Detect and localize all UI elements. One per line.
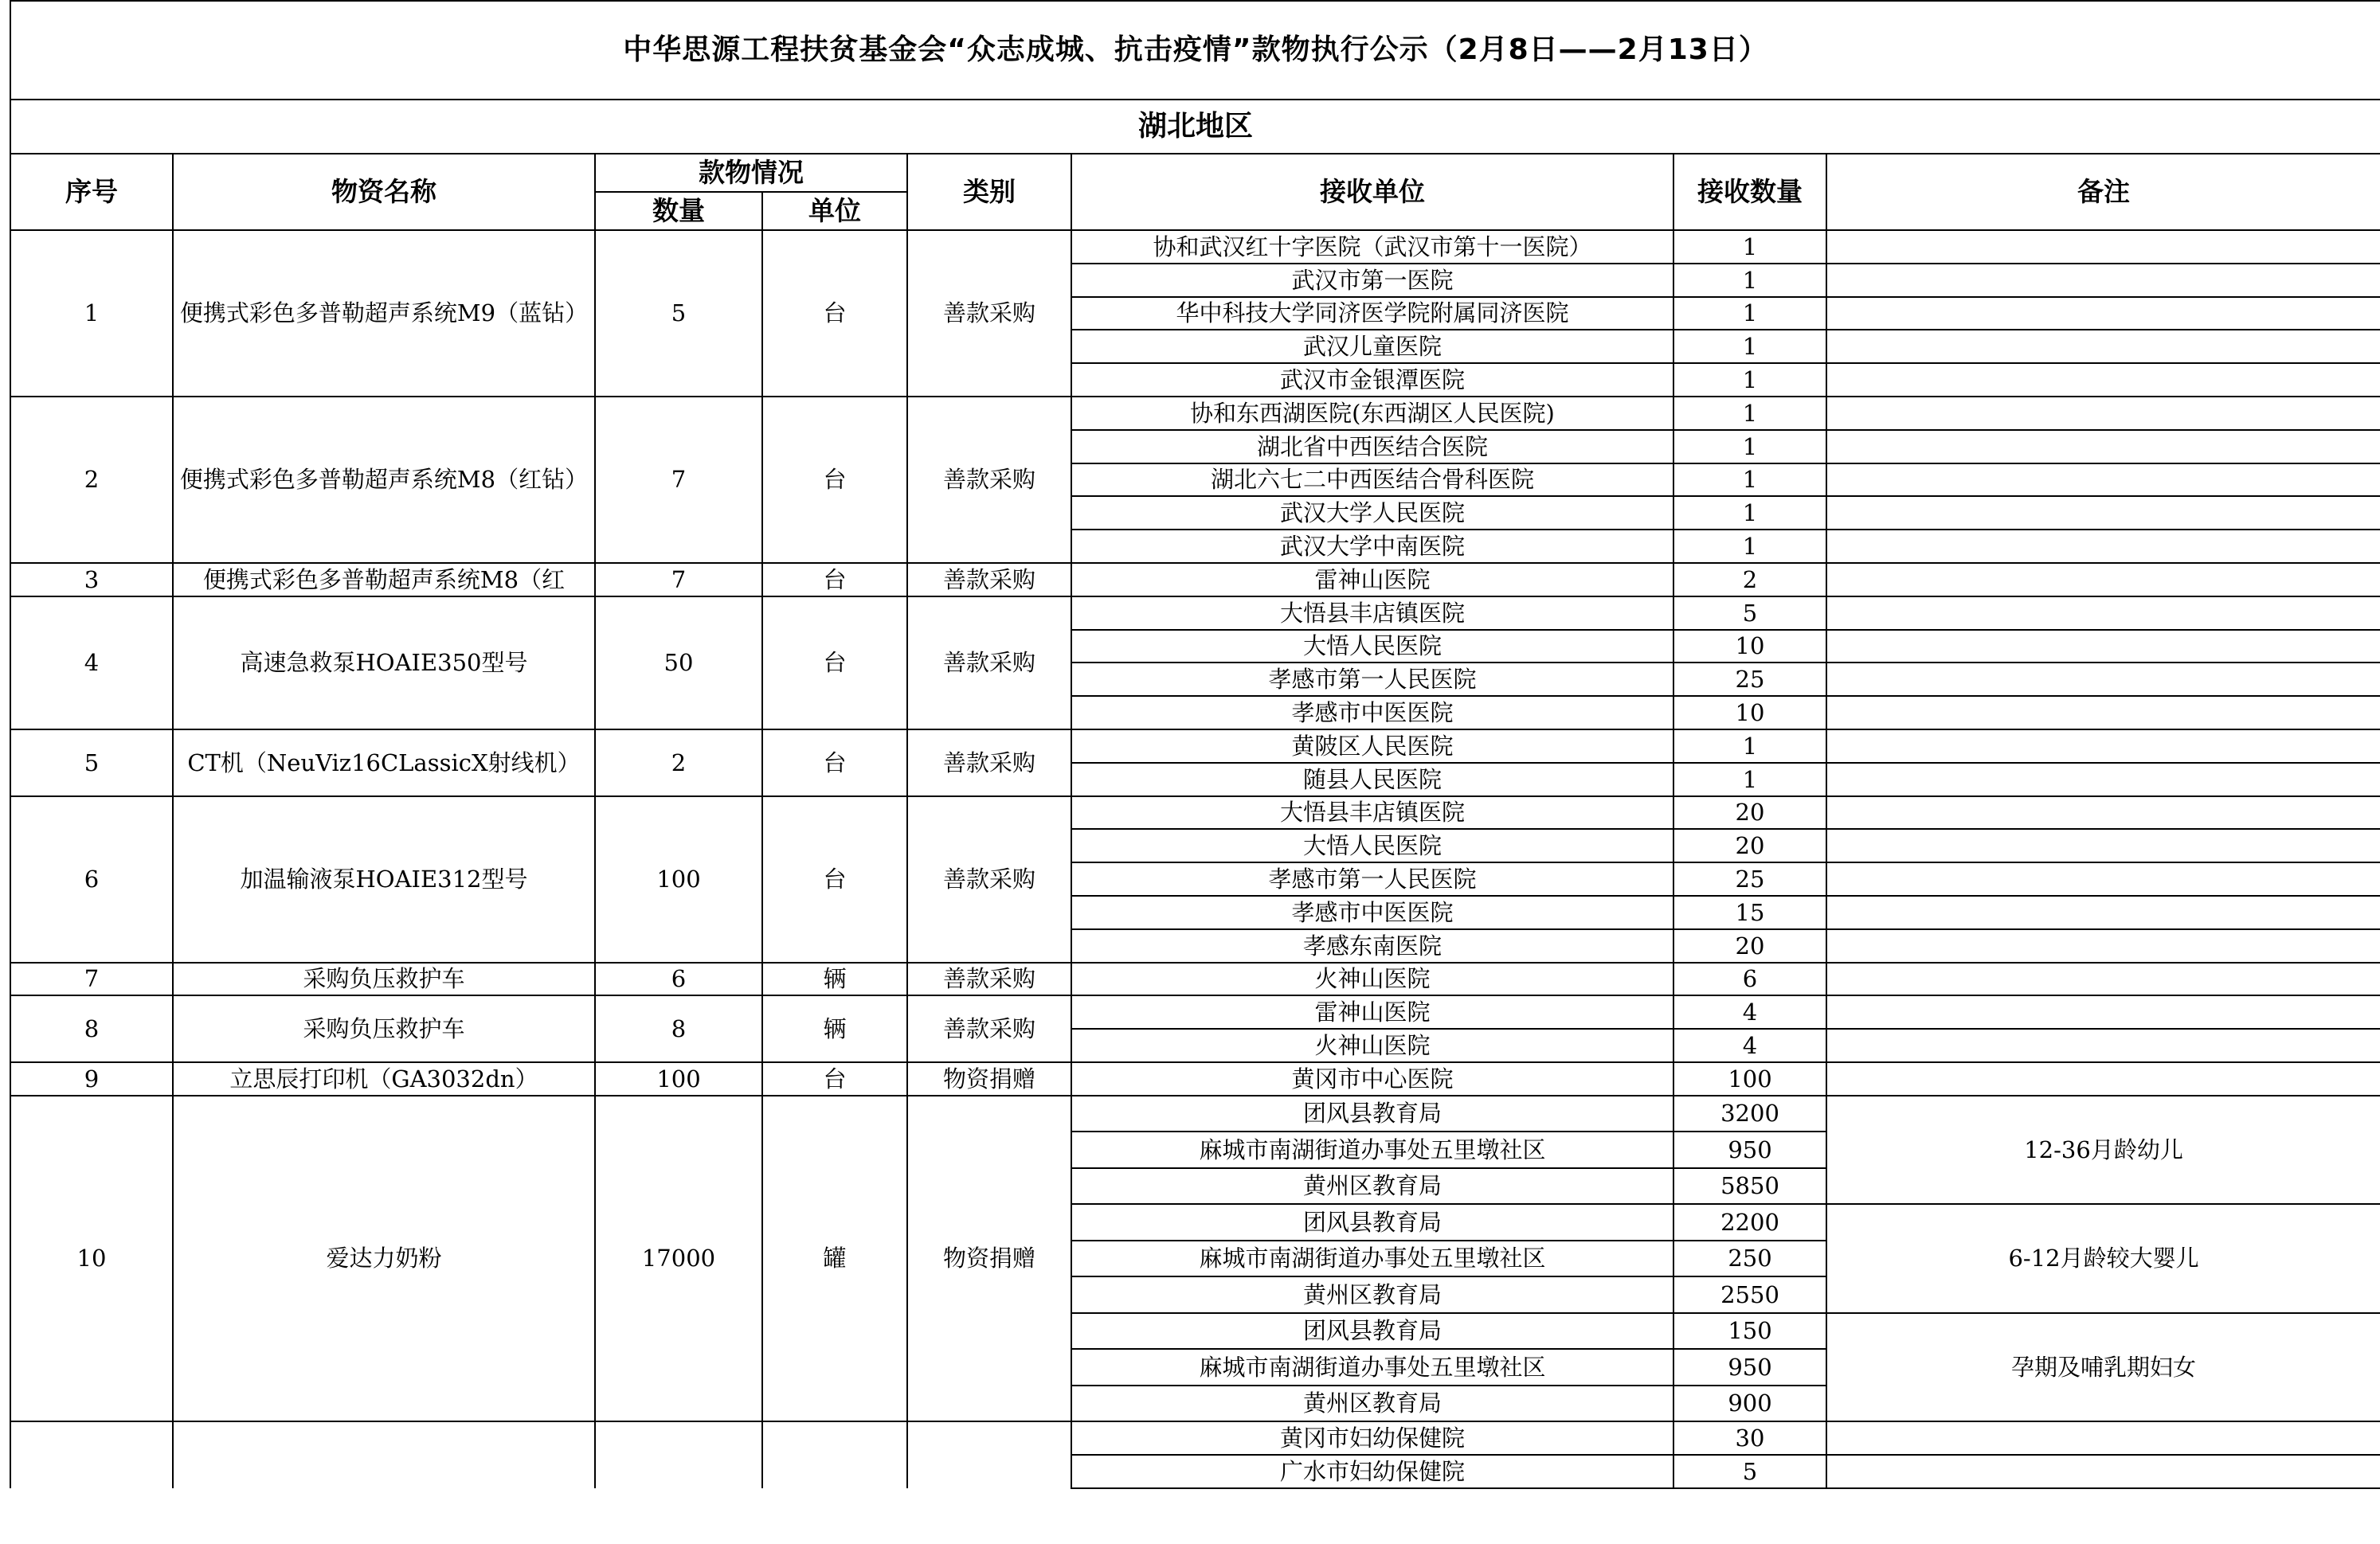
item-note bbox=[1826, 264, 2380, 297]
item-note bbox=[1826, 397, 2380, 430]
item-qty: 6 bbox=[595, 963, 762, 996]
item-qty: 7 bbox=[595, 397, 762, 563]
table-row bbox=[10, 796, 2380, 830]
item-note bbox=[1826, 330, 2380, 363]
item-note bbox=[1826, 796, 2380, 830]
receiver-qty: 1 bbox=[1673, 496, 1826, 530]
disbursement-table bbox=[10, 0, 2380, 1489]
table-row bbox=[10, 729, 2380, 763]
item-note bbox=[1826, 696, 2380, 729]
item-unit: 台 bbox=[762, 796, 907, 963]
item-name: 便携式彩色多普勒超声系统M8（红 bbox=[173, 563, 595, 596]
item-note bbox=[1826, 995, 2380, 1029]
header-qty: 数量 bbox=[595, 192, 762, 230]
item-unit: 台 bbox=[762, 729, 907, 796]
receiver-name: 黄州区教育局 bbox=[1071, 1168, 1673, 1205]
receiver-qty: 6 bbox=[1673, 963, 1826, 996]
receiver-name: 武汉大学中南医院 bbox=[1071, 530, 1673, 563]
item-seq: 7 bbox=[10, 963, 173, 996]
item-note bbox=[1826, 230, 2380, 264]
receiver-name: 协和东西湖医院(东西湖区人民医院) bbox=[1071, 397, 1673, 430]
item-note: 12-36月龄幼儿 bbox=[1826, 1096, 2380, 1205]
receiver-qty: 4 bbox=[1673, 1029, 1826, 1062]
sheet bbox=[10, 0, 2380, 1544]
receiver-name: 团风县教育局 bbox=[1071, 1204, 1673, 1241]
receiver-name: 广水市妇幼保健院 bbox=[1071, 1455, 1673, 1488]
item-note bbox=[1826, 1029, 2380, 1062]
item-note bbox=[1826, 963, 2380, 996]
item-note bbox=[1826, 463, 2380, 497]
receiver-qty: 950 bbox=[1673, 1349, 1826, 1386]
receiver-qty: 1 bbox=[1673, 363, 1826, 397]
receiver-name: 武汉市金银潭医院 bbox=[1071, 363, 1673, 397]
item-note bbox=[1826, 929, 2380, 963]
header-category: 类别 bbox=[907, 154, 1071, 230]
receiver-qty: 15 bbox=[1673, 896, 1826, 929]
receiver-qty: 950 bbox=[1673, 1132, 1826, 1168]
item-seq: 9 bbox=[10, 1062, 173, 1096]
table-row bbox=[10, 1062, 2380, 1096]
receiver-name: 孝感东南医院 bbox=[1071, 929, 1673, 963]
receiver-name: 湖北省中西医结合医院 bbox=[1071, 430, 1673, 463]
receiver-qty: 250 bbox=[1673, 1241, 1826, 1277]
receiver-qty: 2 bbox=[1673, 563, 1826, 596]
item-note bbox=[1826, 663, 2380, 696]
receiver-name: 协和武汉红十字医院（武汉市第十一医院） bbox=[1071, 230, 1673, 264]
item-note bbox=[1826, 1062, 2380, 1096]
item-unit: 台 bbox=[762, 1062, 907, 1096]
receiver-name: 大悟人民医院 bbox=[1071, 829, 1673, 862]
receiver-name: 大悟县丰店镇医院 bbox=[1071, 596, 1673, 630]
table-row bbox=[10, 230, 2380, 264]
item-category: 善款采购 bbox=[907, 796, 1071, 963]
item-category: 善款采购 bbox=[907, 397, 1071, 563]
receiver-name: 黄州区教育局 bbox=[1071, 1276, 1673, 1313]
item-category: 善款采购 bbox=[907, 729, 1071, 796]
item-note bbox=[1826, 430, 2380, 463]
receiver-name: 大悟人民医院 bbox=[1071, 630, 1673, 663]
item-category: 善款采购 bbox=[907, 563, 1071, 596]
item-note bbox=[1826, 630, 2380, 663]
item-qty: 5 bbox=[595, 230, 762, 397]
receiver-name: 雷神山医院 bbox=[1071, 563, 1673, 596]
item-qty: 7 bbox=[595, 563, 762, 596]
item-qty: 17000 bbox=[595, 1096, 762, 1422]
receiver-qty: 10 bbox=[1673, 696, 1826, 729]
receiver-qty: 900 bbox=[1673, 1386, 1826, 1422]
item-unit: 罐 bbox=[762, 1096, 907, 1422]
item-seq: 5 bbox=[10, 729, 173, 796]
receiver-qty: 1 bbox=[1673, 430, 1826, 463]
receiver-name: 黄州区教育局 bbox=[1071, 1386, 1673, 1422]
item-seq: 2 bbox=[10, 397, 173, 563]
item-note bbox=[1826, 363, 2380, 397]
item-seq: 1 bbox=[10, 230, 173, 397]
receiver-qty: 2200 bbox=[1673, 1204, 1826, 1241]
item-name: CT机（NeuViz16CLassicX射线机） bbox=[173, 729, 595, 796]
item-unit: 辆 bbox=[762, 995, 907, 1062]
item-name: 便携式彩色多普勒超声系统M8（红钻） bbox=[173, 397, 595, 563]
item-note bbox=[1826, 896, 2380, 929]
item-seq bbox=[10, 1421, 173, 1488]
table-row bbox=[10, 963, 2380, 996]
receiver-qty: 4 bbox=[1673, 995, 1826, 1029]
header-received-qty: 接收数量 bbox=[1673, 154, 1826, 230]
item-unit: 台 bbox=[762, 596, 907, 729]
item-name: 采购负压救护车 bbox=[173, 963, 595, 996]
header-note: 备注 bbox=[1826, 154, 2380, 230]
receiver-name: 麻城市南湖街道办事处五里墩社区 bbox=[1071, 1349, 1673, 1386]
table-row bbox=[10, 1421, 2380, 1455]
receiver-name: 孝感市第一人民医院 bbox=[1071, 663, 1673, 696]
item-seq: 3 bbox=[10, 563, 173, 596]
item-name: 立思辰打印机（GA3032dn） bbox=[173, 1062, 595, 1096]
item-category: 善款采购 bbox=[907, 596, 1071, 729]
item-seq: 8 bbox=[10, 995, 173, 1062]
item-qty: 100 bbox=[595, 1062, 762, 1096]
receiver-qty: 30 bbox=[1673, 1421, 1826, 1455]
item-seq: 10 bbox=[10, 1096, 173, 1422]
receiver-name: 孝感市中医医院 bbox=[1071, 696, 1673, 729]
receiver-qty: 20 bbox=[1673, 829, 1826, 862]
item-name: 高速急救泵HOAIE350型号 bbox=[173, 596, 595, 729]
item-note: 6-12月龄较大婴儿 bbox=[1826, 1204, 2380, 1313]
table-row bbox=[10, 397, 2380, 430]
item-name: 采购负压救护车 bbox=[173, 995, 595, 1062]
receiver-name: 孝感市中医医院 bbox=[1071, 896, 1673, 929]
item-category: 善款采购 bbox=[907, 963, 1071, 996]
item-note bbox=[1826, 496, 2380, 530]
receiver-name: 雷神山医院 bbox=[1071, 995, 1673, 1029]
receiver-qty: 20 bbox=[1673, 929, 1826, 963]
item-name: 爱达力奶粉 bbox=[173, 1096, 595, 1422]
receiver-qty: 2550 bbox=[1673, 1276, 1826, 1313]
receiver-name: 武汉儿童医院 bbox=[1071, 330, 1673, 363]
receiver-qty: 5 bbox=[1673, 596, 1826, 630]
receiver-qty: 1 bbox=[1673, 264, 1826, 297]
item-seq: 4 bbox=[10, 596, 173, 729]
receiver-qty: 20 bbox=[1673, 796, 1826, 830]
header-seq: 序号 bbox=[10, 154, 173, 230]
item-name bbox=[173, 1421, 595, 1488]
item-category: 物资捐赠 bbox=[907, 1062, 1071, 1096]
item-category: 善款采购 bbox=[907, 995, 1071, 1062]
item-category: 善款采购 bbox=[907, 230, 1071, 397]
receiver-qty: 1 bbox=[1673, 330, 1826, 363]
item-note bbox=[1826, 1421, 2380, 1455]
item-unit: 台 bbox=[762, 563, 907, 596]
receiver-qty: 1 bbox=[1673, 297, 1826, 330]
item-unit: 辆 bbox=[762, 963, 907, 996]
receiver-qty: 5 bbox=[1673, 1455, 1826, 1488]
item-unit: 台 bbox=[762, 397, 907, 563]
receiver-name: 华中科技大学同济医学院附属同济医院 bbox=[1071, 297, 1673, 330]
receiver-name: 黄冈市中心医院 bbox=[1071, 1062, 1673, 1096]
receiver-name: 麻城市南湖街道办事处五里墩社区 bbox=[1071, 1132, 1673, 1168]
item-category: 物资捐赠 bbox=[907, 1096, 1071, 1422]
item-qty: 8 bbox=[595, 995, 762, 1062]
item-unit bbox=[762, 1421, 907, 1488]
receiver-name: 团风县教育局 bbox=[1071, 1096, 1673, 1132]
receiver-qty: 10 bbox=[1673, 630, 1826, 663]
receiver-name: 孝感市第一人民医院 bbox=[1071, 862, 1673, 896]
item-note bbox=[1826, 763, 2380, 796]
receiver-name: 武汉市第一医院 bbox=[1071, 264, 1673, 297]
table-row bbox=[10, 995, 2380, 1029]
item-note bbox=[1826, 530, 2380, 563]
receiver-name: 麻城市南湖街道办事处五里墩社区 bbox=[1071, 1241, 1673, 1277]
header-goods: 款物情况 bbox=[595, 154, 907, 192]
header-unit: 单位 bbox=[762, 192, 907, 230]
receiver-qty: 3200 bbox=[1673, 1096, 1826, 1132]
item-qty: 50 bbox=[595, 596, 762, 729]
item-note bbox=[1826, 297, 2380, 330]
table-row bbox=[10, 563, 2380, 596]
receiver-qty: 1 bbox=[1673, 729, 1826, 763]
receiver-qty: 150 bbox=[1673, 1313, 1826, 1350]
receiver-name: 大悟县丰店镇医院 bbox=[1071, 796, 1673, 830]
item-note bbox=[1826, 1455, 2380, 1488]
receiver-name: 随县人民医院 bbox=[1071, 763, 1673, 796]
item-note: 孕期及哺乳期妇女 bbox=[1826, 1313, 2380, 1422]
item-note bbox=[1826, 563, 2380, 596]
receiver-qty: 25 bbox=[1673, 862, 1826, 896]
receiver-qty: 25 bbox=[1673, 663, 1826, 696]
item-unit: 台 bbox=[762, 230, 907, 397]
item-name: 便携式彩色多普勒超声系统M9（蓝钻） bbox=[173, 230, 595, 397]
receiver-qty: 1 bbox=[1673, 230, 1826, 264]
receiver-qty: 1 bbox=[1673, 763, 1826, 796]
header-receiver: 接收单位 bbox=[1071, 154, 1673, 230]
receiver-qty: 1 bbox=[1673, 530, 1826, 563]
item-note bbox=[1826, 862, 2380, 896]
page-title: 中华思源工程扶贫基金会“众志成城、抗击疫情”款物执行公示（2月8日——2月13日） bbox=[10, 1, 2380, 100]
item-note bbox=[1826, 829, 2380, 862]
receiver-qty: 1 bbox=[1673, 463, 1826, 497]
item-note bbox=[1826, 729, 2380, 763]
receiver-qty: 1 bbox=[1673, 397, 1826, 430]
receiver-name: 火神山医院 bbox=[1071, 1029, 1673, 1062]
item-qty bbox=[595, 1421, 762, 1488]
receiver-qty: 100 bbox=[1673, 1062, 1826, 1096]
item-qty: 100 bbox=[595, 796, 762, 963]
receiver-name: 湖北六七二中西医结合骨科医院 bbox=[1071, 463, 1673, 497]
receiver-name: 黄陂区人民医院 bbox=[1071, 729, 1673, 763]
item-category bbox=[907, 1421, 1071, 1488]
receiver-name: 黄冈市妇幼保健院 bbox=[1071, 1421, 1673, 1455]
item-note bbox=[1826, 596, 2380, 630]
item-name: 加温输液泵HOAIE312型号 bbox=[173, 796, 595, 963]
receiver-name: 火神山医院 bbox=[1071, 963, 1673, 996]
item-qty: 2 bbox=[595, 729, 762, 796]
region-title: 湖北地区 bbox=[10, 100, 2380, 154]
table-row bbox=[10, 596, 2380, 630]
receiver-name: 团风县教育局 bbox=[1071, 1313, 1673, 1350]
item-seq: 6 bbox=[10, 796, 173, 963]
header-name: 物资名称 bbox=[173, 154, 595, 230]
receiver-qty: 5850 bbox=[1673, 1168, 1826, 1205]
receiver-name: 武汉大学人民医院 bbox=[1071, 496, 1673, 530]
table-row bbox=[10, 1096, 2380, 1132]
